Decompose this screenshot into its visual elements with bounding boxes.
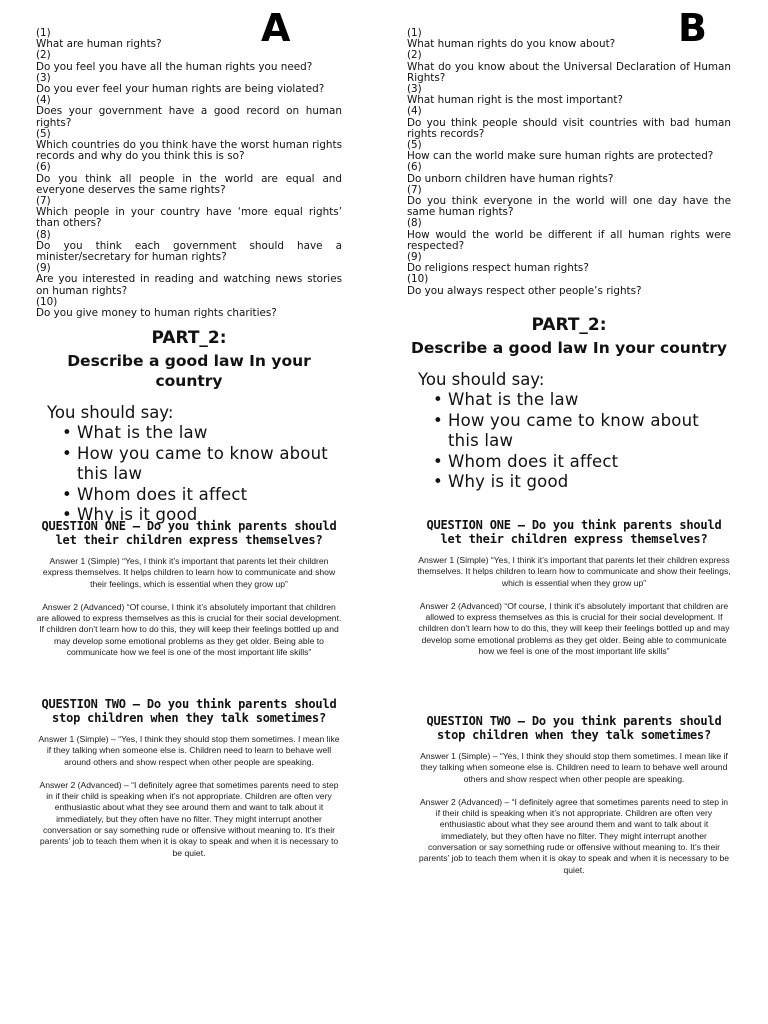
list-item [407, 50, 731, 84]
cue-item: • Why is it good [448, 472, 731, 493]
cue-item: • How you came to know about this law [448, 411, 731, 452]
list-item [407, 252, 731, 274]
question-number: (6) [407, 161, 422, 174]
question-number: (9) [407, 251, 422, 264]
question-number: (7) [36, 195, 51, 208]
question-text: What are human rights? [36, 38, 162, 51]
question-text: Do you think everyone in the world will one day have the same human rights? [407, 195, 731, 219]
question-number: (1) [407, 27, 422, 39]
question-number: (8) [407, 217, 422, 230]
cue-item: • Whom does it affect [77, 485, 342, 506]
question-number: (10) [36, 295, 58, 308]
column-letter: A [261, 6, 291, 50]
you-should-say: You should say: [418, 370, 545, 389]
answer-simple: Answer 1 (Simple) “Yes, I think it’s important that parents let their children express themselves. It helps children to learn how to communicate and show their feelings, which is essential when they grow up” [417, 555, 731, 588]
question-text: Which people in your country have ‘more equal rights’ than others? [36, 206, 342, 230]
cue-list [407, 390, 731, 493]
list-item [36, 196, 342, 230]
cue-item: • How you came to know about this law [77, 444, 342, 485]
answer-simple: Answer 1 (Simple) – “Yes, I think they should stop them sometimes. I mean like if they talking when someone else is. Children need to learn to behave well around others and show respect when other people are speaking. [38, 734, 340, 767]
question-number: (10) [407, 273, 429, 286]
question-number: (4) [407, 105, 422, 118]
question-number: (7) [407, 183, 422, 196]
question-text: Does your government have a good record on human rights? [36, 105, 342, 129]
question-two-block [36, 698, 342, 871]
question-number: (5) [407, 139, 422, 152]
question-number: (4) [36, 94, 51, 107]
cue-item: • Whom does it affect [448, 452, 731, 473]
question-one-heading: QUESTION ONE – Do you think parents should let their children express themselves? [426, 518, 722, 546]
question-text: Are you interested in reading and watching news stories on human rights? [36, 273, 342, 297]
list-item [36, 162, 342, 196]
answer-simple: Answer 1 (Simple) – “Yes, I think they should stop them sometimes. I mean like if they talking when someone else is. Children need to learn to behave well around others and show respect when other people are speaking. [420, 751, 728, 784]
list-item [407, 218, 731, 252]
list-item [407, 84, 731, 106]
question-text: How can the world make sure human rights are protected? [407, 150, 714, 163]
answer-advanced: Answer 2 (Advanced) “Of course, I think it’s absolutely important that children are allowed to express themselves as this is crucial for their social development. If children don’t learn how to do this, they will keep their feelings bottled up and may develop some emotional problems as they get older. Being able to communicate how we feel is one of the most important life skills” [36, 601, 342, 658]
list-item [36, 73, 342, 95]
question-number: (9) [36, 262, 51, 275]
question-text: Do you think all people in the world are equal and everyone deserves the same rights? [36, 172, 342, 196]
cue-item: • What is the law [448, 390, 731, 411]
part2-section [407, 315, 731, 493]
you-should-say: You should say: [47, 403, 174, 422]
question-text: Do you think each government should have a minister/secretary for human rights? [36, 239, 342, 264]
part2-subtitle: Describe a good law In your country [67, 352, 311, 390]
part2-title: PART_2: [151, 328, 227, 348]
question-number: (3) [36, 71, 51, 84]
question-text: What human rights do you know about? [407, 38, 616, 51]
question-text: Do you ever feel your human rights are being violated? [36, 83, 325, 96]
question-one-block [36, 520, 342, 670]
part2-title: PART_2: [531, 315, 607, 335]
question-text: Do you feel you have all the human rights you need? [36, 60, 313, 73]
question-number: (2) [407, 49, 422, 62]
list-item [407, 140, 731, 162]
question-text: Do unborn children have human rights? [407, 172, 614, 185]
question-text: Do you think people should visit countries with bad human rights records? [407, 116, 731, 140]
question-text: How would the world be different if all human rights were respected? [407, 228, 731, 252]
part2-subtitle: Describe a good law In your country [410, 339, 728, 357]
answer-advanced: Answer 2 (Advanced) “Of course, I think it’s absolutely important that children are allowed to express themselves as this is crucial for their social development. If children don’t learn how to do this, they will keep their feelings bottled up and may develop some emotional problems as they get older. Being able to communicate how we feel is one of the most important life skills” [418, 600, 730, 657]
cue-item: • What is the law [77, 423, 342, 444]
part2-section [36, 328, 342, 526]
list-item [407, 28, 731, 50]
question-list [36, 28, 342, 319]
question-one-heading: QUESTION ONE – Do you think parents should let their children express themselves? [41, 519, 337, 547]
answer-simple: Answer 1 (Simple) “Yes, I think it’s important that parents let their children express themselves. It helps children to learn how to communicate and show their feelings, which is essential when they grow up” [42, 556, 336, 589]
list-item [36, 95, 342, 129]
question-text: Which countries do you think have the worst human rights records and why do you think this is so? [36, 139, 342, 163]
list-item [36, 230, 342, 264]
list-item [407, 274, 731, 296]
list-item [36, 50, 342, 72]
question-number: (8) [36, 228, 51, 241]
list-item [36, 28, 342, 50]
question-text: Do you always respect other people’s rights? [407, 284, 642, 297]
question-two-heading: QUESTION TWO – Do you think parents should stop children when they talk sometimes? [426, 714, 722, 742]
cue-list [36, 423, 342, 526]
question-text: Do you give money to human rights charities? [36, 307, 277, 320]
question-number: (6) [36, 161, 51, 174]
list-item [407, 162, 731, 184]
list-item [36, 129, 342, 163]
answer-advanced: Answer 2 (Advanced) – “I definitely agree that sometimes parents need to step in if their child is speaking when it’s not appropriate. Children are often very enthusiastic about what they see around them and want to talk about it immediately, but they often have no filter. They might interrupt another conversation or say something rude or offensive without meaning to. It’s their parents’ job to teach them when it is okay to speak and when it is necessary to be quiet. [39, 779, 339, 858]
list-item [407, 106, 731, 140]
answer-advanced: Answer 2 (Advanced) – “I definitely agree that sometimes parents need to step in if their child is speaking when it’s not appropriate. Children are often very enthusiastic about what they see around them and want to talk about it immediately, but they often have no filter. They might interrupt another conversation or say something rude or offensive without meaning to. It’s their parents’ job to teach them when it is okay to speak and when it is necessary to be quiet. [418, 796, 730, 875]
question-two-heading: QUESTION TWO – Do you think parents should stop children when they talk sometimes? [41, 697, 337, 725]
question-list [407, 28, 731, 297]
list-item [407, 185, 731, 219]
question-one-block [417, 519, 731, 669]
question-text: Do religions respect human rights? [407, 262, 589, 275]
question-two-block [417, 715, 731, 888]
question-number: (2) [36, 49, 51, 62]
question-number: (3) [407, 83, 422, 96]
column-letter: B [678, 6, 707, 50]
list-item [36, 263, 342, 297]
cue-item: • Why is it good [77, 505, 342, 526]
list-item [36, 297, 342, 319]
question-number: (1) [36, 27, 51, 39]
question-text: What do you know about the Universal Declaration of Human Rights? [407, 60, 731, 84]
question-text: What human right is the most important? [407, 94, 623, 107]
question-number: (5) [36, 127, 51, 140]
